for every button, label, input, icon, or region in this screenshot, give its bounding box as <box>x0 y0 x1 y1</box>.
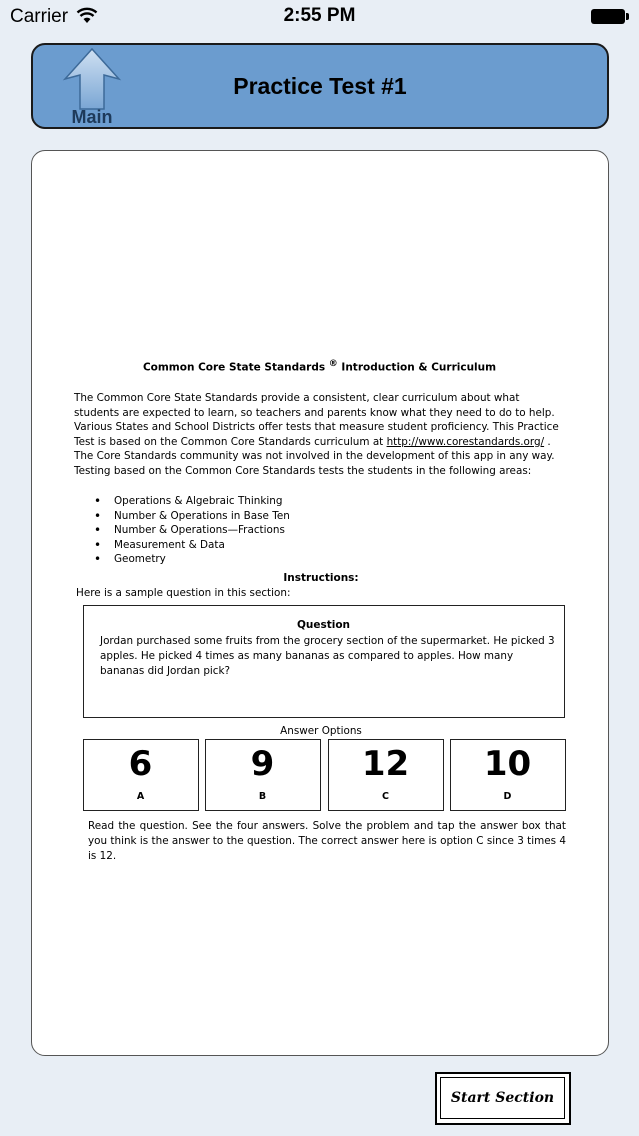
answer-options-label: Answer Options <box>280 725 362 737</box>
intro-paragraph: The Common Core State Standards provide a consistent, clear curriculum about what students are expected to learn, so teachers and parents know what they need to do to help. Various States and School Districts offer tests that measure student proficiency. This Practice Test is based on the Common Core Standards curriculum at http://www.corestandards.org/ . The Core Standards community was not involved in the development of this app in any way. Testing based on the Common Core Standards tests the students in the following areas: <box>74 392 559 477</box>
answer-letter: D <box>503 791 512 802</box>
areas-list <box>94 494 394 567</box>
answer-value: 6 <box>128 744 153 784</box>
list-item: • Geometry <box>94 552 394 567</box>
document-title: Common Core State Standards ® Introduction & Curriculum <box>142 359 497 374</box>
answer-value: 12 <box>361 744 410 784</box>
header-bar <box>31 43 609 129</box>
answer-option-c <box>328 739 444 811</box>
start-section-label: Start Section <box>440 1077 565 1119</box>
answer-option-b <box>205 739 321 811</box>
content-card <box>31 150 609 1056</box>
answer-letter: C <box>382 791 389 802</box>
list-item: • Number & Operations—Fractions <box>94 523 394 538</box>
registered-mark: ® <box>328 359 338 369</box>
status-time: 2:55 PM <box>283 5 356 26</box>
answer-value: 9 <box>250 744 275 784</box>
sample-question-box <box>83 605 565 718</box>
battery-icon <box>591 9 629 24</box>
explanation-text: Read the question. See the four answers. Solve the problem and tap the answer box that you think is the answer to the question. The correct answer here is option C since 3 times 4 is 12. <box>88 820 566 862</box>
sample-text: Here is a sample question in this section: <box>76 587 291 599</box>
question-heading: Question <box>296 619 351 631</box>
answer-options <box>83 739 567 811</box>
page-title: Practice Test #1 <box>233 73 407 99</box>
list-item: • Operations & Algebraic Thinking <box>94 494 394 509</box>
status-bar <box>0 0 639 34</box>
main-button-label: Main <box>71 107 113 127</box>
answer-letter: A <box>136 791 145 802</box>
answer-option-d <box>450 739 566 811</box>
answer-letter: B <box>258 791 267 802</box>
start-section-button[interactable] <box>435 1072 571 1125</box>
list-item: • Measurement & Data <box>94 538 394 553</box>
corestandards-link[interactable]: http://www.corestandards.org/ <box>386 435 545 448</box>
question-text: Jordan purchased some fruits from the grocery section of the supermarket. He picked 3 apples. He picked 4 times as many bananas as compared to apples. How many bananas did Jordan pick? <box>100 635 555 677</box>
answer-value: 10 <box>483 744 532 784</box>
instructions-heading: Instructions: <box>283 572 359 584</box>
list-item: • Number & Operations in Base Ten <box>94 509 394 524</box>
carrier-label: Carrier <box>10 6 69 27</box>
answer-option-a <box>83 739 199 811</box>
